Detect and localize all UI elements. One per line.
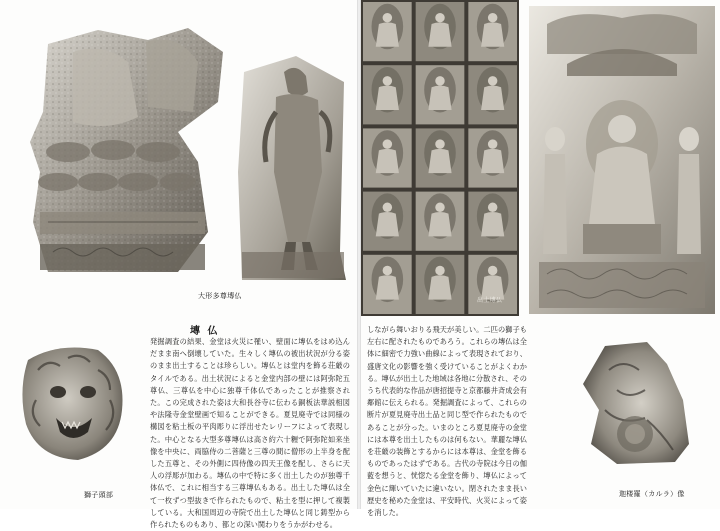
buddha-tile xyxy=(363,192,412,251)
caption-relief: 大形多尊塼仏 xyxy=(198,292,242,300)
buddha-tile xyxy=(416,192,465,251)
caption-tile: 出土塼仏 xyxy=(477,297,503,304)
left-page xyxy=(0,0,357,530)
buddha-tile xyxy=(416,128,465,187)
buddha-tile xyxy=(468,65,517,124)
caption-karura: 迦楼羅（カルラ）像 xyxy=(619,490,685,498)
relief-photo-large xyxy=(28,22,233,277)
triad-relief-photo xyxy=(527,4,717,316)
buddha-tile xyxy=(363,255,412,314)
thousand-buddha-tiles-photo xyxy=(361,0,519,316)
right-body-text: しながら舞いおりる飛天が美しい。二匹の獅子も左右に配されたものであろう。これらの塼仏は全体に細密で力強い曲線によって表現されており、盛唐文化の影響を強く受けていることがよくわかる。塼仏が出土した地域は各地に分散され、そのうち代表的な作品が唐招提寺と京都藤井斉成会有鄰館に伝えられる。発掘調査によって、これらの断片が夏見廃寺出土品と同じ型で作られたものであることが分った。いまのところ夏見廃寺の金堂には本尊を出土したものは何もない。華麗な塼仏を荘厳の装飾とするからには本尊は、金堂を飾るものであったはずである。古代の寺院は今日の伽藍を想うと、恍惚たる金堂を飾り、塼仏によって金色に輝いていたに違いない。閉されたまま長い歴史を秘めた金堂は、平安時代、火災によって姿を消した。 xyxy=(367,325,527,518)
buddha-tile xyxy=(468,255,517,314)
buddha-tile xyxy=(416,2,465,61)
buddha-tile xyxy=(363,65,412,124)
right-page xyxy=(361,0,720,518)
buddha-tile xyxy=(468,2,517,61)
buddha-tile xyxy=(416,255,465,314)
buddha-tile xyxy=(363,2,412,61)
buddha-tile xyxy=(468,192,517,251)
lion-head-photo xyxy=(18,340,128,464)
guardian-relief-photo xyxy=(236,52,348,284)
buddha-tile xyxy=(363,128,412,187)
left-body-text: 発掘調査の結果、金堂は火災に罹い、壁面に塼仏をはめ込んだまま南へ倒壊していた。生々しく塼仏の被出状況が分る姿のまま出土することは珍らしい。塼仏とは堂内を飾る荘厳のタイルである。出土状況によると金堂内部の壁には阿弥陀五尊仏、三尊仏を中心に独尊千体仏であったことが推察された。この完成された姿は大和長谷寺に伝わる銅板法華説相図や法隆寺金堂壁画で知ることができる。夏見廃寺では同様の構図を粘土板の平肉彫りに浮出せたレリーフによって表現した。中心となる大型多尊塼仏は高さ約六十糎で阿弥陀如来坐像を中央に、両脇侍の二菩薩と三尊の間に僧形の上半身を配した五尊と、その外側に四侍像の四天王像を配し、さらに天人の浮彫が加わる。塼仏の中で特に多く出土したのが独尊千体仏で、これに相当する三尊塼仏もある。出土した塼仏は全て一枚ずつ型抜きで作られたもので、粘土を型に押して複製している。大和国周辺の寺院で出土した塼仏と同じ鋳型から作られたものもあり、都との深い関わりをうかがわせる。 xyxy=(150,337,350,530)
buddha-tile xyxy=(416,65,465,124)
section-heading: 塼 仏 xyxy=(190,326,220,337)
buddha-tile xyxy=(468,128,517,187)
karura-photo xyxy=(547,340,697,470)
caption-lion: 獅子頭部 xyxy=(84,491,114,499)
